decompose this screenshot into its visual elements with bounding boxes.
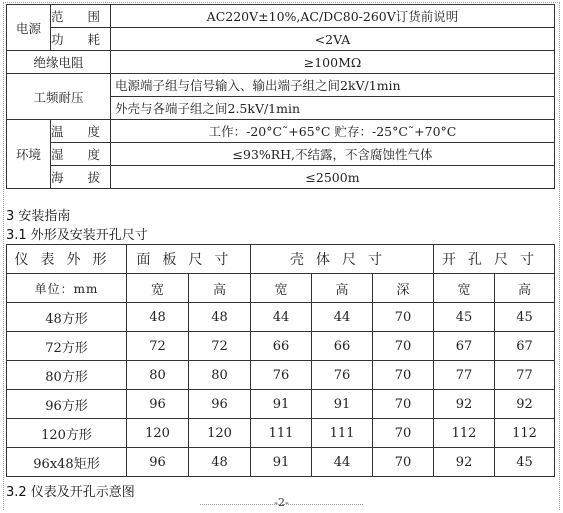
value-cell: 77 (495, 361, 555, 390)
table-header-row (7, 245, 555, 274)
value-cell: 48 (189, 303, 251, 332)
sub-header: 宽 (251, 274, 312, 303)
sub-header: 高 (312, 274, 373, 303)
value-cell: 120 (127, 419, 189, 448)
unit-label: 单位：mm (7, 274, 127, 303)
value-cell: 44 (251, 303, 312, 332)
sub-header: 宽 (434, 274, 495, 303)
value-cell: 111 (312, 419, 373, 448)
table-row (7, 5, 555, 28)
value-cell: 44 (312, 448, 373, 477)
table-row (7, 51, 555, 74)
altitude-label: 海 拔 (51, 166, 111, 189)
humidity-label: 湿 度 (51, 143, 111, 166)
table-row (7, 303, 555, 332)
value-cell: 96 (127, 390, 189, 419)
shape-cell: 72方形 (7, 332, 127, 361)
col-panel-header: 面板尺寸 (127, 245, 251, 274)
value-cell: 111 (251, 419, 312, 448)
range-value: AC220V±10%,AC/DC80-260V订货前说明 (110, 5, 554, 28)
section-heading-3-1: 3.1 外形及安装开孔尺寸 (6, 228, 148, 243)
env-label: 环境 (7, 120, 51, 189)
value-cell: 112 (495, 419, 555, 448)
value-cell: 48 (127, 303, 189, 332)
consumption-label: 功 耗 (51, 28, 111, 51)
col-shape-header: 仪表外形 (7, 245, 127, 274)
range-label: 范 围 (51, 5, 111, 28)
table-row (7, 166, 555, 189)
shape-cell: 96方形 (7, 390, 127, 419)
table-row (7, 120, 555, 143)
value-cell: 92 (434, 390, 495, 419)
table-row (7, 28, 555, 51)
sub-header: 深 (373, 274, 434, 303)
insulation-value: ≥100MΩ (110, 51, 554, 74)
temp-label: 温 度 (51, 120, 111, 143)
value-cell: 76 (312, 361, 373, 390)
value-cell: 91 (312, 390, 373, 419)
sub-header: 高 (189, 274, 251, 303)
value-cell: 66 (312, 332, 373, 361)
value-cell: 70 (373, 390, 434, 419)
temp-value: 工作：-20°C˜+65°C 贮存：-25°C˜+70°C (110, 120, 554, 143)
value-cell: 67 (434, 332, 495, 361)
value-cell: 44 (312, 303, 373, 332)
section-heading-3: 3 安装指南 (6, 209, 71, 224)
value-cell: 66 (251, 332, 312, 361)
value-cell: 96 (127, 448, 189, 477)
value-cell: 91 (251, 390, 312, 419)
value-cell: 48 (189, 448, 251, 477)
shape-cell: 96x48矩形 (7, 448, 127, 477)
table-row (7, 143, 555, 166)
value-cell: 72 (189, 332, 251, 361)
shape-cell: 80方形 (7, 361, 127, 390)
table-row (7, 448, 555, 477)
insulation-label: 绝缘电阻 (7, 51, 111, 74)
page-number: -2- (274, 496, 289, 509)
humidity-value: ≤93%RH,不结露，不含腐蚀性气体 (110, 143, 554, 166)
value-cell: 72 (127, 332, 189, 361)
value-cell: 45 (495, 303, 555, 332)
value-cell: 77 (434, 361, 495, 390)
section-heading-3-2: 3.2 仪表及开孔示意图 (6, 485, 135, 500)
table-row (7, 74, 555, 97)
value-cell: 92 (434, 448, 495, 477)
value-cell: 112 (434, 419, 495, 448)
withstand-label: 工频耐压 (7, 74, 111, 120)
value-cell: 45 (434, 303, 495, 332)
value-cell: 76 (251, 361, 312, 390)
col-cutout-header: 开孔尺寸 (434, 245, 555, 274)
page-number-wrap (0, 496, 563, 509)
value-cell: 45 (495, 448, 555, 477)
col-shell-header: 壳体尺寸 (251, 245, 434, 274)
value-cell: 70 (373, 303, 434, 332)
value-cell: 80 (127, 361, 189, 390)
table-row (7, 361, 555, 390)
value-cell: 70 (373, 419, 434, 448)
value-cell: 70 (373, 361, 434, 390)
value-cell: 70 (373, 448, 434, 477)
altitude-value: ≤2500m (110, 166, 554, 189)
power-label: 电源 (7, 5, 51, 51)
shape-cell: 48方形 (7, 303, 127, 332)
spec-table (6, 4, 555, 189)
withstand-value-2: 外壳与各端子组之间2.5kV/1min (110, 97, 554, 120)
value-cell: 91 (251, 448, 312, 477)
shape-cell: 120方形 (7, 419, 127, 448)
value-cell: 67 (495, 332, 555, 361)
table-subheader-row (7, 274, 555, 303)
value-cell: 96 (189, 390, 251, 419)
table-row (7, 332, 555, 361)
value-cell: 80 (189, 361, 251, 390)
dimensions-body (7, 303, 555, 477)
table-row (7, 419, 555, 448)
dimensions-table (6, 244, 555, 477)
sub-header: 宽 (127, 274, 189, 303)
table-row (7, 390, 555, 419)
consumption-value: <2VA (110, 28, 554, 51)
value-cell: 70 (373, 332, 434, 361)
sub-header: 高 (495, 274, 555, 303)
withstand-value-1: 电源端子组与信号输入、输出端子组之间2kV/1min (110, 74, 554, 97)
value-cell: 92 (495, 390, 555, 419)
value-cell: 120 (189, 419, 251, 448)
